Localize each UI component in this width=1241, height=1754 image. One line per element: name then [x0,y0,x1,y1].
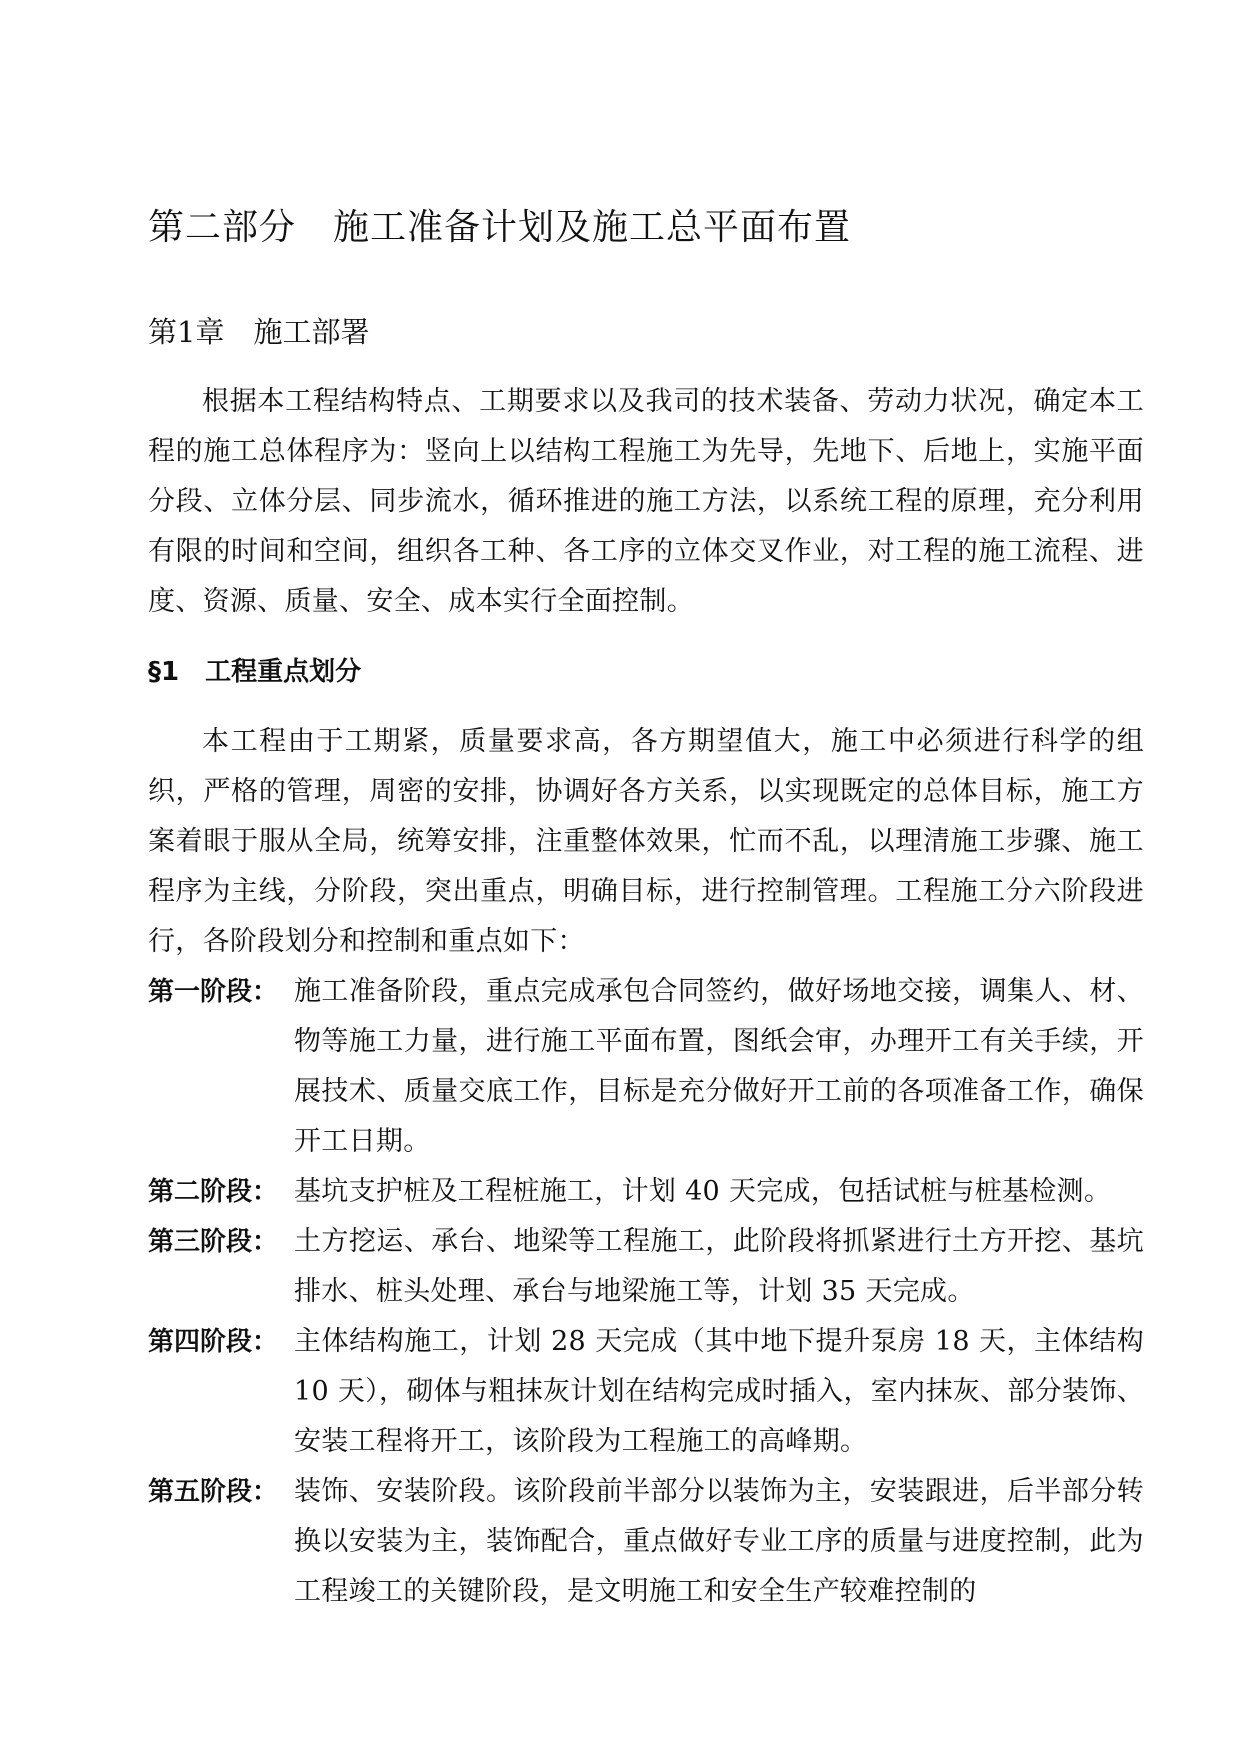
section-title: §1 工程重点划分 [148,657,362,687]
stage-label: 第一阶段： [148,977,279,1007]
stage-item-4 [148,1317,1144,1467]
part-title: 第二部分 施工准备计划及施工总平面布置 [148,207,852,248]
stage-label: 第二阶段： [148,1177,279,1207]
chapter-title: 第1章 施工部署 [148,315,370,349]
key-points-paragraph: 本工程由于工期紧，质量要求高，各方期望值大，施工中必须进行科学的组织，严格的管理，周密的安排，协调好各方关系，以实现既定的总体目标，施工方案着眼于服从全局，统筹安排，注重整体效果，忙而不乱，以理清施工步骤、施工程序为主线，分阶段，突出重点，明确目标，进行控制管理。工程施工分六阶段进行，各阶段划分和控制和重点如下： [148,726,1144,957]
stage-label: 第五阶段： [148,1477,279,1507]
stage-text: 主体结构施工，计划 28 天完成（其中地下提升泵房 18 天，主体结构 10 天），砌体与粗抹灰计划在结构完成时插入，室内抹灰、部分装饰、安装工程将开工，该阶段为工程施工的高峰期。 [294,1326,1144,1457]
stage-item-2 [148,1167,1144,1217]
stage-text: 土方挖运、承台、地梁等工程施工，此阶段将抓紧进行土方开挖、基坑排水、桩头处理、承台与地梁施工等，计划 35 天完成。 [294,1226,1144,1307]
stage-label: 第四阶段： [148,1327,279,1357]
stage-item-1 [148,967,1144,1167]
stage-text: 基坑支护桩及工程桩施工，计划 40 天完成，包括试桩与桩基检测。 [294,1176,1112,1207]
stage-text: 装饰、安装阶段。该阶段前半部分以装饰为主，安装跟进，后半部分转换以安装为主，装饰配合，重点做好专业工序的质量与进度控制，此为工程竣工的关键阶段，是文明施工和安全生产较难控制的 [294,1476,1144,1607]
stage-item-3 [148,1217,1144,1317]
stage-text: 施工准备阶段，重点完成承包合同签约，做好场地交接，调集人、材、物等施工力量，进行施工平面布置，图纸会审，办理开工有关手续，开展技术、质量交底工作，目标是充分做好开工前的各项准备工作，确保开工日期。 [294,976,1144,1157]
stage-label: 第三阶段： [148,1227,279,1257]
intro-paragraph: 根据本工程结构特点、工期要求以及我司的技术装备、劳动力状况，确定本工程的施工总体程序为：竖向上以结构工程施工为先导，先地下、后地上，实施平面分段、立体分层、同步流水，循环推进的施工方法，以系统工程的原理，充分利用有限的时间和空间，组织各工种、各工序的立体交叉作业，对工程的施工流程、进度、资源、质量、安全、成本实行全面控制。 [148,386,1144,617]
stage-item-5 [148,1467,1144,1617]
